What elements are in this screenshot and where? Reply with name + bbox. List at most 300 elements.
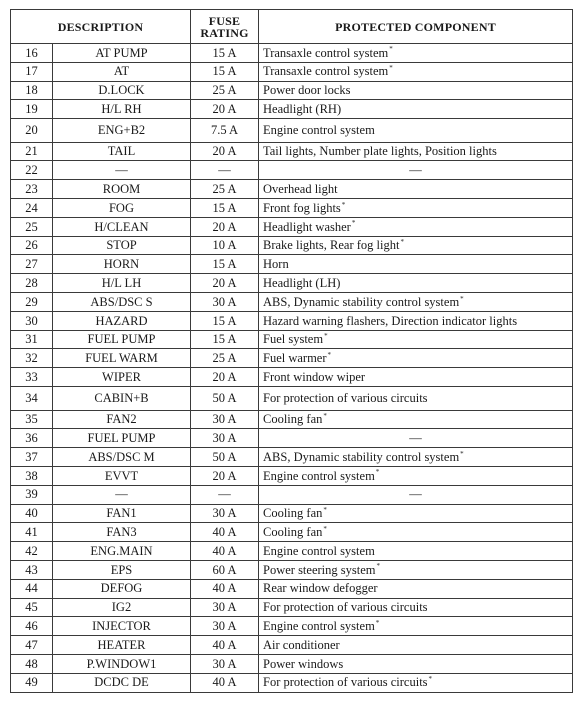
table-row: [11, 199, 573, 218]
protected-component-cell: [259, 654, 573, 673]
fuse-description-cell-text: —: [115, 163, 128, 178]
table-row: [11, 598, 573, 617]
table-row: [11, 579, 573, 598]
fuse-rating-cell: [191, 466, 259, 485]
protected-component-cell: [259, 448, 573, 467]
fuse-description-cell: [53, 142, 191, 161]
fuse-rating-cell-text: 50 A: [212, 391, 237, 406]
protected-component-cell-text: Air conditioner: [263, 637, 340, 652]
fuse-description-cell-text: FAN3: [106, 524, 137, 539]
protected-component-cell-text: Power windows: [263, 656, 344, 671]
table-row: [11, 81, 573, 100]
fuse-number-cell: [11, 236, 53, 255]
protected-component-cell-text: For protection of various circuits: [263, 600, 428, 615]
protected-component-cell: [259, 636, 573, 655]
table-row: [11, 311, 573, 330]
protected-component-cell: [259, 429, 573, 448]
protected-component-cell: [259, 142, 573, 161]
fuse-rating-cell: [191, 255, 259, 274]
fuse-rating-cell-text: 60 A: [212, 562, 237, 577]
fuse-description-cell-text: AT: [113, 64, 130, 79]
protected-component-cell-text: Headlight (LH): [263, 275, 341, 290]
table-row: [11, 560, 573, 579]
table-row: [11, 368, 573, 387]
protected-component-cell-text: Tail lights, Number plate lights, Position lights: [263, 144, 497, 159]
table-row: [11, 673, 573, 692]
fuse-number-cell: [11, 466, 53, 485]
fuse-number-cell: [11, 636, 53, 655]
fuse-rating-cell: [191, 410, 259, 429]
protected-component-cell-text: Overhead light: [263, 181, 338, 196]
fuse-rating-cell-text: 30 A: [212, 600, 237, 615]
fuse-number-cell-text: 41: [25, 524, 38, 539]
fuse-number-cell: [11, 368, 53, 387]
fuse-rating-cell-text: 30 A: [212, 430, 237, 445]
fuse-rating-cell-text: 40 A: [212, 524, 237, 539]
protected-component-cell-text: Transaxle control system: [263, 64, 389, 79]
fuse-rating-cell: [191, 542, 259, 561]
fuse-description-cell-text: INJECTOR: [92, 618, 151, 633]
fuse-description-cell: [53, 330, 191, 349]
fuse-rating-cell-text: —: [218, 487, 231, 502]
protected-component-cell: [259, 598, 573, 617]
protected-component-cell-text: Cooling fan: [263, 506, 323, 521]
fuse-description-cell-text: CABIN+B: [94, 391, 149, 406]
fuse-rating-cell-text: 20 A: [212, 219, 237, 234]
protected-component-cell-text: Fuel system: [263, 332, 324, 347]
fuse-number-cell-text: 19: [25, 102, 38, 117]
table-row: [11, 636, 573, 655]
fuse-number-cell-text: 44: [25, 581, 38, 596]
table-row: [11, 44, 573, 63]
fuse-rating-cell-text: 40 A: [212, 637, 237, 652]
fuse-number-cell: [11, 617, 53, 636]
fuse-rating-cell: [191, 62, 259, 81]
fuse-number-cell-text: 35: [25, 412, 38, 427]
protected-component-cell-text: Power door locks: [263, 83, 351, 98]
fuse-number-cell-text: 16: [25, 45, 38, 60]
table-row: [11, 349, 573, 368]
fuse-rating-cell: [191, 311, 259, 330]
table-row: [11, 523, 573, 542]
fuse-description-cell-text: FAN1: [106, 506, 137, 521]
fuse-description-cell-text: ROOM: [102, 181, 141, 196]
fuse-description-cell: [53, 598, 191, 617]
table-row: [11, 255, 573, 274]
fuse-number-cell-text: 24: [25, 200, 38, 215]
table-row: [11, 62, 573, 81]
fuse-rating-cell: [191, 330, 259, 349]
fuse-number-cell: [11, 560, 53, 579]
fuse-rating-cell: [191, 236, 259, 255]
fuse-rating-cell-text: 15 A: [212, 257, 237, 272]
protected-component-cell-text: Engine control system: [263, 123, 375, 138]
fuse-rating-header-line2: RATING: [200, 25, 249, 40]
fuse-number-cell-text: 18: [25, 83, 38, 98]
fuse-rating-cell: [191, 654, 259, 673]
table-row: [11, 100, 573, 119]
protected-component-cell-text: For protection of various circuits: [263, 675, 428, 690]
fuse-description-cell-text: FUEL PUMP: [87, 430, 156, 445]
fuse-rating-header-line1: FUSE: [208, 13, 241, 28]
footnote-mark: *: [323, 524, 327, 533]
protected-component-cell: [259, 62, 573, 81]
fuse-table: [10, 9, 573, 693]
fuse-rating-cell-text: 25 A: [212, 351, 237, 366]
protected-component-cell-text: Headlight washer: [263, 219, 351, 234]
fuse-number-cell: [11, 654, 53, 673]
fuse-number-cell-text: 40: [25, 506, 38, 521]
protected-component-cell-text: Transaxle control system: [263, 45, 389, 60]
fuse-number-cell: [11, 542, 53, 561]
fuse-rating-cell-text: 15 A: [212, 332, 237, 347]
fuse-number-cell-text: 49: [25, 675, 38, 690]
protected-component-cell: [259, 293, 573, 312]
footnote-mark: *: [460, 449, 464, 458]
fuse-number-cell-text: 47: [25, 637, 38, 652]
fuse-number-cell-text: 31: [25, 332, 38, 347]
fuse-number-cell: [11, 161, 53, 180]
fuse-number-cell: [11, 44, 53, 63]
fuse-description-cell: [53, 485, 191, 504]
fuse-rating-cell-text: 30 A: [212, 412, 237, 427]
fuse-rating-cell-text: 7.5 A: [210, 123, 239, 138]
table-row: [11, 330, 573, 349]
fuse-number-cell-text: 36: [25, 430, 38, 445]
fuse-rating-cell: [191, 293, 259, 312]
fuse-description-cell-text: ABS/DSC S: [90, 294, 153, 309]
protected-component-cell: [259, 100, 573, 119]
fuse-description-cell: [53, 119, 191, 143]
fuse-description-cell-text: P.WINDOW1: [86, 656, 157, 671]
fuse-number-cell-text: 27: [25, 257, 38, 272]
fuse-number-cell: [11, 180, 53, 199]
fuse-description-cell: [53, 368, 191, 387]
fuse-rating-cell: [191, 217, 259, 236]
fuse-rating-cell: [191, 429, 259, 448]
protected-component-cell-text: Engine control system: [263, 618, 375, 633]
fuse-rating-cell: [191, 100, 259, 119]
protected-component-cell-text: Horn: [263, 257, 289, 272]
fuse-description-cell: [53, 100, 191, 119]
protected-component-cell-text: Engine control system: [263, 468, 375, 483]
fuse-rating-cell: [191, 387, 259, 411]
fuse-number-cell: [11, 673, 53, 692]
fuse-rating-header: [191, 10, 259, 44]
protected-component-cell: [259, 368, 573, 387]
fuse-number-cell: [11, 199, 53, 218]
fuse-number-cell: [11, 410, 53, 429]
protected-component-cell: [259, 466, 573, 485]
fuse-rating-cell: [191, 274, 259, 293]
table-row: [11, 119, 573, 143]
table-row: [11, 504, 573, 523]
footnote-mark: *: [400, 238, 404, 247]
protected-component-cell-text: —: [409, 430, 422, 445]
protected-component-cell-text: For protection of various circuits: [263, 391, 428, 406]
fuse-rating-cell-text: —: [218, 163, 231, 178]
fuse-description-cell-text: FAN2: [106, 412, 137, 427]
fuse-rating-cell-text: 25 A: [212, 181, 237, 196]
fuse-number-cell-text: 33: [25, 369, 38, 384]
protected-component-cell: [259, 236, 573, 255]
fuse-number-cell: [11, 255, 53, 274]
fuse-rating-cell: [191, 44, 259, 63]
footnote-mark: *: [389, 64, 393, 73]
fuse-number-cell-text: 21: [25, 144, 38, 159]
table-row: [11, 387, 573, 411]
fuse-number-cell: [11, 448, 53, 467]
fuse-description-cell-text: H/L RH: [101, 102, 142, 117]
fuse-rating-cell: [191, 119, 259, 143]
fuse-description-cell-text: STOP: [106, 238, 137, 253]
fuse-number-cell: [11, 598, 53, 617]
fuse-rating-cell: [191, 523, 259, 542]
table-row: [11, 654, 573, 673]
fuse-description-cell: [53, 274, 191, 293]
fuse-rating-cell-text: 15 A: [212, 313, 237, 328]
table-row: [11, 217, 573, 236]
fuse-number-cell-text: 32: [25, 351, 38, 366]
fuse-rating-cell: [191, 579, 259, 598]
fuse-description-cell-text: AT PUMP: [95, 45, 148, 60]
fuse-description-cell-text: EVVT: [104, 468, 139, 483]
fuse-rating-cell: [191, 560, 259, 579]
fuse-rating-cell-text: 20 A: [212, 102, 237, 117]
protected-component-cell: [259, 255, 573, 274]
fuse-description-cell: [53, 44, 191, 63]
footnote-mark: *: [428, 675, 433, 684]
fuse-rating-cell-text: 20 A: [212, 369, 237, 384]
footnote-mark: *: [389, 45, 393, 54]
fuse-number-cell-text: 43: [25, 562, 38, 577]
fuse-description-cell: [53, 161, 191, 180]
fuse-description-cell: [53, 636, 191, 655]
table-row: [11, 180, 573, 199]
protected-component-cell: [259, 119, 573, 143]
fuse-rating-cell: [191, 161, 259, 180]
fuse-number-cell-text: 25: [25, 219, 38, 234]
protected-component-cell-text: Cooling fan: [263, 524, 323, 539]
fuse-description-cell: [53, 236, 191, 255]
footnote-mark: *: [327, 350, 332, 359]
fuse-description-cell: [53, 81, 191, 100]
fuse-description-cell: [53, 579, 191, 598]
fuse-number-cell-text: 46: [25, 618, 38, 633]
fuse-rating-cell: [191, 598, 259, 617]
footnote-mark: *: [376, 562, 380, 571]
fuse-number-cell: [11, 387, 53, 411]
table-row: [11, 485, 573, 504]
protected-component-cell: [259, 81, 573, 100]
fuse-rating-cell-text: 30 A: [212, 294, 237, 309]
fuse-rating-cell: [191, 504, 259, 523]
fuse-rating-cell: [191, 142, 259, 161]
protected-component-cell-text: Brake lights, Rear fog light: [263, 238, 400, 253]
fuse-description-cell: [53, 504, 191, 523]
fuse-table-body: [11, 44, 573, 693]
fuse-description-cell-text: IG2: [111, 600, 132, 615]
fuse-number-cell-text: 28: [25, 275, 38, 290]
fuse-description-cell: [53, 466, 191, 485]
protected-component-cell: [259, 349, 573, 368]
fuse-number-cell: [11, 485, 53, 504]
fuse-description-cell: [53, 255, 191, 274]
fuse-description-cell-text: HAZARD: [95, 313, 148, 328]
fuse-rating-cell-text: 15 A: [212, 45, 237, 60]
fuse-rating-cell-text: 25 A: [212, 83, 237, 98]
footnote-mark: *: [375, 468, 380, 477]
fuse-rating-cell: [191, 368, 259, 387]
fuse-rating-cell: [191, 485, 259, 504]
fuse-description-cell: [53, 180, 191, 199]
table-row: [11, 429, 573, 448]
fuse-rating-cell-text: 20 A: [212, 144, 237, 159]
protected-component-cell-text: Hazard warning flashers, Direction indicator lights: [263, 313, 518, 328]
protected-component-cell: [259, 217, 573, 236]
fuse-description-cell: [53, 311, 191, 330]
table-row: [11, 161, 573, 180]
description-header: DESCRIPTION: [11, 10, 191, 44]
protected-component-cell: [259, 410, 573, 429]
fuse-rating-cell: [191, 636, 259, 655]
fuse-rating-cell-text: 20 A: [212, 275, 237, 290]
table-row: [11, 274, 573, 293]
protected-component-cell: [259, 311, 573, 330]
fuse-number-cell-text: 39: [25, 487, 38, 502]
fuse-rating-cell: [191, 673, 259, 692]
fuse-description-cell-text: DCDC DE: [94, 675, 149, 690]
fuse-description-cell: [53, 654, 191, 673]
fuse-description-cell-text: ABS/DSC M: [88, 449, 155, 464]
fuse-description-cell-text: —: [115, 487, 128, 502]
protected-component-cell-text: Cooling fan: [263, 412, 323, 427]
fuse-description-cell: [53, 410, 191, 429]
fuse-description-cell: [53, 523, 191, 542]
fuse-rating-cell: [191, 448, 259, 467]
fuse-description-cell-text: H/L LH: [101, 275, 142, 290]
fuse-description-cell: [53, 673, 191, 692]
fuse-description-cell: [53, 429, 191, 448]
fuse-number-cell: [11, 217, 53, 236]
fuse-number-cell-text: 29: [25, 294, 38, 309]
fuse-description-cell: [53, 387, 191, 411]
table-row: [11, 448, 573, 467]
fuse-number-cell-text: 30: [25, 313, 38, 328]
fuse-number-cell-text: 48: [25, 656, 38, 671]
protected-component-cell: [259, 274, 573, 293]
fuse-number-cell: [11, 100, 53, 119]
fuse-rating-cell: [191, 617, 259, 636]
fuse-description-cell-text: D.LOCK: [98, 83, 145, 98]
fuse-number-cell-text: 26: [25, 238, 38, 253]
table-row: [11, 142, 573, 161]
protected-component-cell: [259, 542, 573, 561]
fuse-description-cell: [53, 62, 191, 81]
fuse-rating-cell-text: 40 A: [212, 581, 237, 596]
fuse-description-cell-text: FOG: [108, 200, 134, 215]
fuse-number-cell-text: 37: [25, 449, 38, 464]
fuse-description-cell-text: HORN: [103, 257, 140, 272]
protected-component-cell: [259, 330, 573, 349]
fuse-description-cell-text: HEATER: [97, 637, 146, 652]
fuse-description-cell: [53, 199, 191, 218]
fuse-description-cell-text: FUEL WARM: [85, 351, 158, 366]
fuse-number-cell: [11, 293, 53, 312]
protected-component-cell-text: Front fog lights: [263, 200, 341, 215]
fuse-description-cell: [53, 349, 191, 368]
fuse-rating-cell-text: 20 A: [212, 468, 237, 483]
fuse-description-cell: [53, 542, 191, 561]
protected-component-cell: [259, 161, 573, 180]
footnote-mark: *: [324, 332, 328, 341]
fuse-rating-cell-text: 15 A: [212, 64, 237, 79]
fuse-description-cell-text: EPS: [110, 562, 133, 577]
fuse-number-cell-text: 17: [25, 64, 38, 79]
fuse-number-cell: [11, 349, 53, 368]
fuse-description-cell: [53, 448, 191, 467]
fuse-rating-cell-text: 40 A: [212, 543, 237, 558]
protected-component-cell: [259, 199, 573, 218]
protected-component-header: PROTECTED COMPONENT: [259, 10, 573, 44]
footnote-mark: *: [341, 200, 346, 209]
table-row: [11, 236, 573, 255]
fuse-rating-cell-text: 30 A: [212, 618, 237, 633]
fuse-number-cell-text: 38: [25, 468, 38, 483]
fuse-number-cell-text: 20: [25, 123, 38, 138]
fuse-rating-cell-text: 10 A: [212, 238, 237, 253]
footnote-mark: *: [351, 219, 356, 228]
fuse-rating-cell: [191, 81, 259, 100]
fuse-rating-cell: [191, 199, 259, 218]
footnote-mark: *: [323, 412, 327, 421]
protected-component-cell: [259, 387, 573, 411]
table-row: [11, 293, 573, 312]
fuse-number-cell: [11, 119, 53, 143]
fuse-rating-cell-text: 15 A: [212, 200, 237, 215]
fuse-description-cell: [53, 560, 191, 579]
fuse-number-cell-text: 42: [25, 543, 38, 558]
fuse-rating-cell-text: 30 A: [212, 656, 237, 671]
fuse-number-cell: [11, 311, 53, 330]
protected-component-cell-text: —: [409, 487, 422, 502]
table-row: [11, 466, 573, 485]
fuse-rating-cell-text: 30 A: [212, 506, 237, 521]
fuse-number-cell: [11, 81, 53, 100]
fuse-description-cell-text: FUEL PUMP: [87, 332, 156, 347]
footnote-mark: *: [460, 294, 464, 303]
protected-component-cell-text: Front window wiper: [263, 369, 366, 384]
protected-component-cell: [259, 617, 573, 636]
fuse-rating-cell: [191, 180, 259, 199]
fuse-description-cell: [53, 217, 191, 236]
fuse-number-cell: [11, 142, 53, 161]
fuse-number-cell: [11, 62, 53, 81]
protected-component-cell-text: Fuel warmer: [263, 351, 327, 366]
protected-component-cell: [259, 673, 573, 692]
fuse-rating-cell-text: 50 A: [212, 449, 237, 464]
fuse-description-cell-text: ENG.MAIN: [90, 543, 153, 558]
fuse-description-cell-text: WIPER: [102, 369, 141, 384]
protected-component-cell-text: —: [409, 163, 422, 178]
fuse-description-cell: [53, 617, 191, 636]
protected-component-cell: [259, 44, 573, 63]
protected-component-cell-text: ABS, Dynamic stability control system: [263, 449, 460, 464]
fuse-description-cell-text: ENG+B2: [97, 123, 146, 138]
protected-component-cell-text: Engine control system: [263, 543, 375, 558]
protected-component-cell: [259, 523, 573, 542]
fuse-number-cell: [11, 504, 53, 523]
